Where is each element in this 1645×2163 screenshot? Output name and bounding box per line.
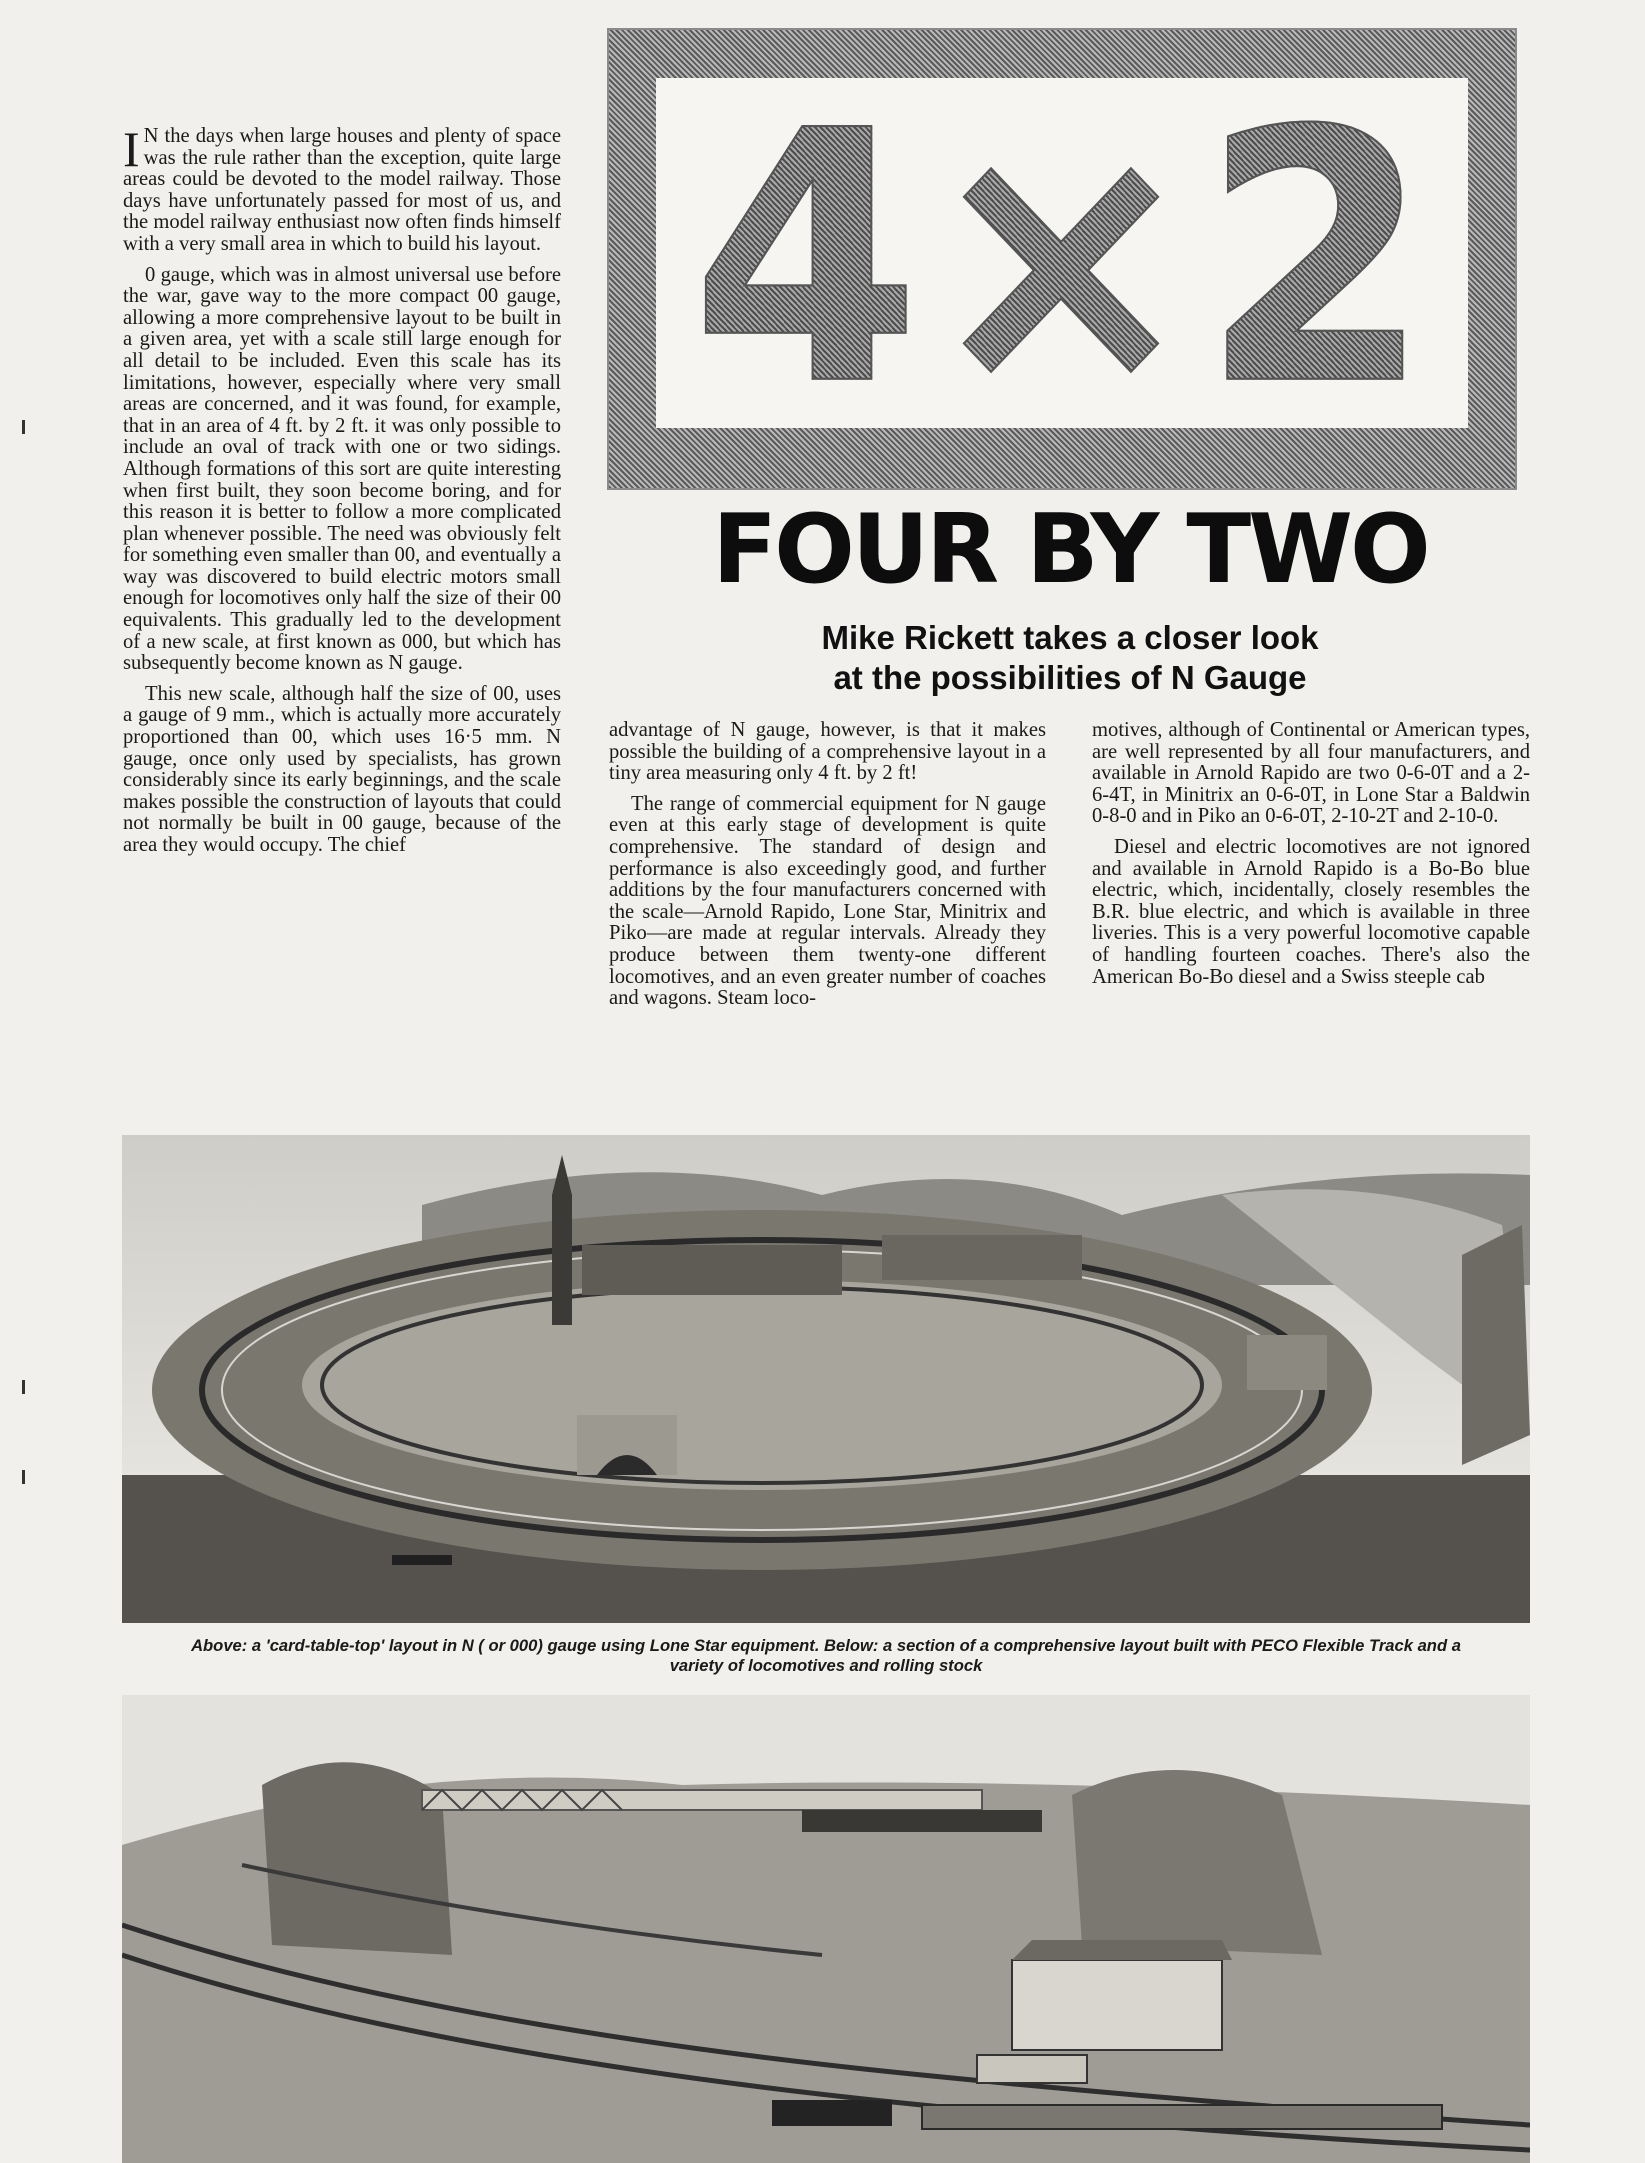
article-column-2 [609,720,1046,1019]
article-paragraph: The range of commercial equipment for N gauge even at this early stage of development is quite comprehensive. The standard of design and performance is also exceedingly good, and further additions by the four manufacturers concerned with the scale—Arnold Rapido, Lone Star, Minitrix and Piko—are made at regular intervals. Already they produce between them twenty-one different locomotives, and an even greater number of coaches and wagons. Steam loco- [609,792,1046,1010]
headline: FOUR BY TWO [712,495,1428,605]
standfirst [720,618,1420,698]
standfirst-line: Mike Rickett takes a closer look [821,619,1319,656]
binding-mark [22,1380,25,1394]
layout-photo-bottom [122,1695,1530,2163]
binding-mark [22,420,25,434]
article-paragraph: 0 gauge, which was in almost universal use before the war, gave way to the more compact 00 gauge, allowing a more comprehensive layout to be built in a given area, yet with a scale still large enough for all detail to be included. Even this scale has its limitations, however, especially where very small areas are concerned, and it was found, for example, that in an area of 4 ft. by 2 ft. it was only possible to include an oval of track with one or two sidings. Although formations of this sort are quite interesting when first built, they soon become boring, and for this reason it is better to follow a more complicated plan whenever possible. The need was obviously felt for something even smaller than 00, and eventually a way was discovered to build electric motors small enough for locomotives only half the size of their 00 equivalents. This gradually led to the development of a new scale, at first known as 000, but which has subsequently become known as N gauge. [123,263,561,675]
caption-line: Above: a 'card-table-top' layout in N ( or 000) gauge using Lone Star equipment. Below: a section of a comprehensive layout built with PECO Flexible Track and a [191,1636,1461,1655]
layout-photo-top-image [122,1135,1530,1623]
title-logo-panel [656,57,1468,461]
title-logo-text: 4×2 [691,57,1433,461]
article-paragraph: motives, although of Continental or American types, are well represented by all four manufacturers, and available in Arnold Rapido are two 0-6-0T and a 2-6-4T, in Minitrix an 0-6-0T, in Lone Star a Baldwin 0-8-0 and in Piko an 0-6-0T, 2-10-2T and 2-10-0. [1092,719,1530,828]
article-column-1 [123,121,561,866]
standfirst-line: at the possibilities of N Gauge [833,659,1307,696]
article-column-3 [1092,720,1530,997]
article-paragraph: Diesel and electric locomotives are not ignored and available in Arnold Rapido is a Bo-Bo blue electric, which, incidentally, closely resembles the B.R. blue electric, and which is available in three liveries. This is a very powerful locomotive capable of handling fourteen coaches. There's also the American Bo-Bo diesel and a Swiss steeple cab [1092,835,1530,988]
caption-line: variety of locomotives and rolling stock [669,1656,983,1675]
title-logo-frame [609,30,1515,488]
article-paragraph: advantage of N gauge, however, is that it makes possible the building of a comprehensive layout in a tiny area measuring only 4 ft. by 2 ft! [609,719,1046,785]
photo-caption [122,1636,1530,1676]
binding-mark [22,1470,25,1484]
article-paragraph: This new scale, although half the size of 00, uses a gauge of 9 mm., which is actually more accurately proportioned than 00, which uses 16·5 mm. N gauge, once only used by specialists, has grown considerably since its early beginnings, and the scale makes possible the construction of layouts that could not normally be built in 00 gauge, because of the area they would occupy. The chief [123,682,561,856]
layout-photo-top [122,1135,1530,1623]
drop-cap: I [123,121,140,177]
layout-photo-bottom-image [122,1695,1530,2163]
article-paragraph: I N the days when large houses and plenty of space was the rule rather than the exception, quite large areas could be devoted to the model railway. Those days have unfortunately passed for most of us, and the model railway enthusiast now often finds himself with a very small area in which to build his layout. [123,121,561,255]
